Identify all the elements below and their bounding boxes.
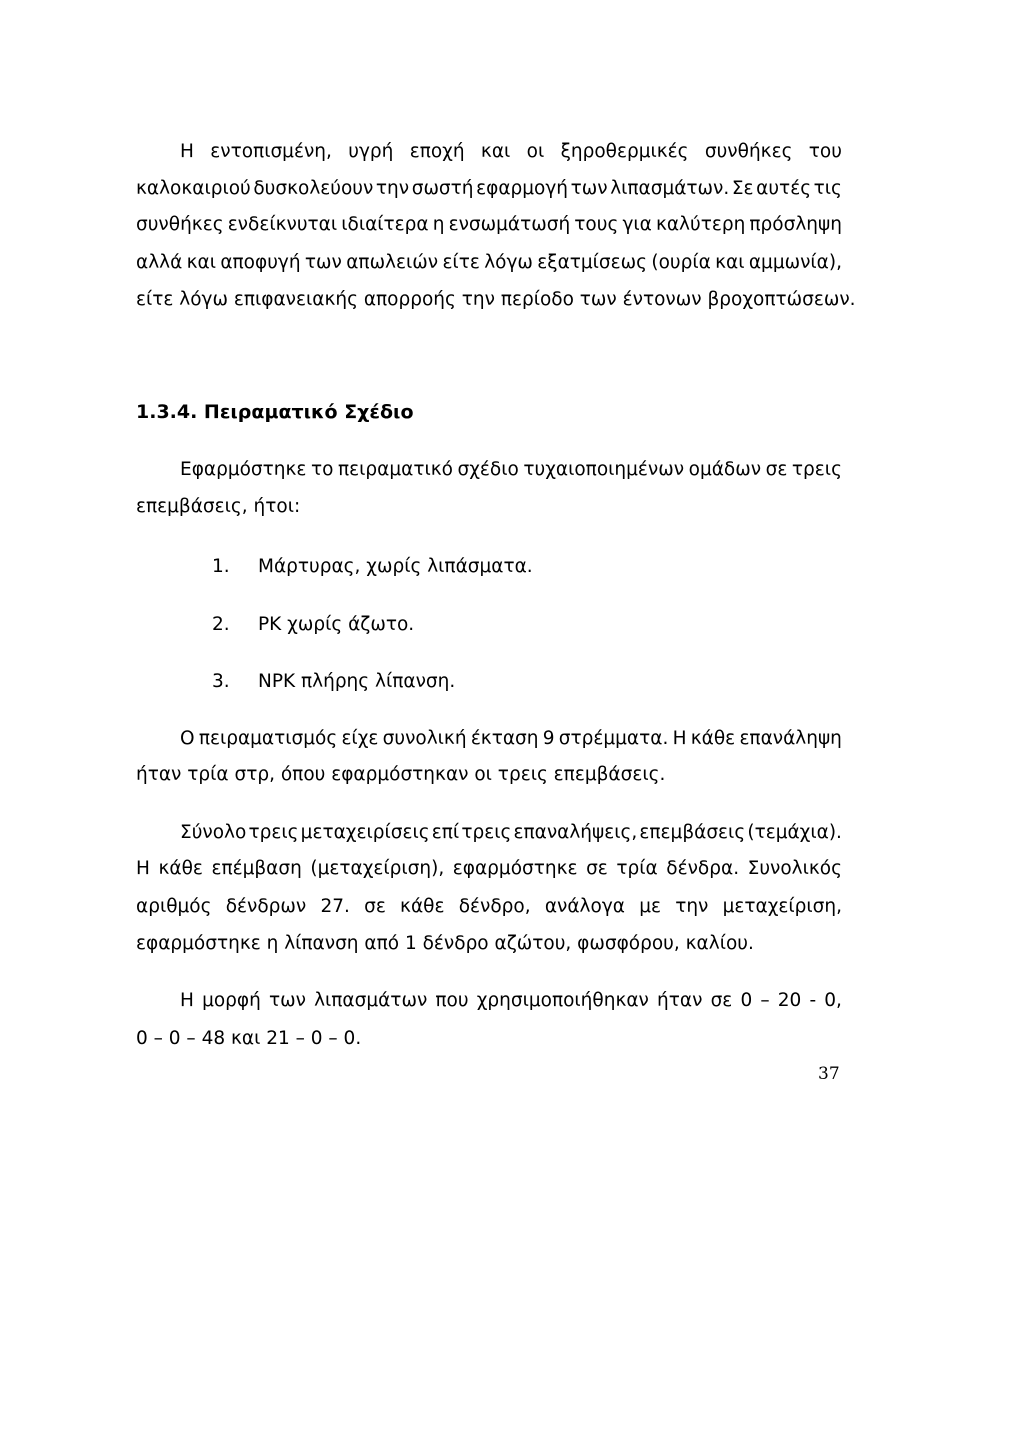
word: εφαρμόστηκε — [452, 858, 578, 879]
word: που — [435, 990, 469, 1011]
word: εφαρμογή — [476, 178, 569, 199]
word: επέμβαση — [211, 858, 302, 879]
word: 0, — [824, 990, 842, 1011]
paragraph-3-line-3 — [136, 894, 842, 920]
word: εποχή — [409, 141, 465, 162]
word: πρόσληψη — [749, 214, 842, 235]
word: ομάδων — [688, 459, 762, 480]
paragraph-3-line-1 — [180, 820, 842, 846]
list-item — [212, 612, 1024, 638]
word: Η — [180, 141, 194, 162]
intro-line-1 — [180, 457, 842, 483]
word: τρία — [616, 858, 658, 879]
word: (ουρία — [651, 252, 711, 273]
word: Συνολικός — [747, 858, 842, 879]
word: απωλειών — [346, 252, 439, 273]
word: ενδείκνυται — [227, 214, 338, 235]
word: τις — [813, 178, 842, 199]
paragraph-2-line-2: ήταν τρία στρ, όπου εφαρμόστηκαν οι τρεις επεμβάσεις. — [136, 764, 666, 785]
word: επί — [431, 822, 460, 843]
word: καλοκαιριού — [136, 178, 251, 199]
paragraph-1-line-1 — [180, 139, 842, 165]
word: λιπασμάτων — [314, 990, 428, 1011]
word: με — [639, 896, 661, 917]
word: τυχαιοποιημένων — [523, 459, 685, 480]
word: μορφή — [202, 990, 261, 1011]
word: δένδρων — [225, 896, 307, 917]
section-heading: 1.3.4. Πειραματικό Σχέδιο — [136, 401, 414, 423]
word: ξηροθερμικές — [560, 141, 689, 162]
paragraph-1-line-5: είτε λόγω επιφανειακής απορροής την περίοδο των έντονων βροχοπτώσεων. — [136, 289, 856, 310]
list-item — [212, 554, 1024, 580]
word: λιπασμάτων. — [610, 178, 730, 199]
word: η — [432, 214, 445, 235]
word: 0 — [740, 990, 753, 1011]
word: κάθε — [158, 858, 203, 879]
word: σε — [586, 858, 608, 879]
word: - — [809, 990, 817, 1011]
word: 20 — [777, 990, 802, 1011]
paragraph-1-line-3 — [136, 212, 842, 238]
word: ενσωμάτωσή — [448, 214, 571, 235]
word: και — [480, 141, 511, 162]
word: χρησιμοποιήθηκαν — [476, 990, 649, 1011]
word: το — [310, 459, 334, 480]
word: και — [715, 252, 745, 273]
word: των — [304, 252, 342, 273]
word: για — [622, 214, 652, 235]
word: σε — [710, 990, 733, 1011]
paragraph-3-line-4: εφαρμόστηκε η λίπανση από 1 δένδρο αζώτου, φωσφόρου, καλίου. — [136, 933, 754, 954]
word: αποφυγή — [220, 252, 301, 273]
word: ανάλογα — [544, 896, 625, 917]
word: των — [268, 990, 306, 1011]
word: συνθήκες — [136, 214, 224, 235]
list-item-text: PK χωρίς άζωτο. — [258, 614, 415, 635]
list-item-number: 1. — [212, 556, 230, 577]
word: δυσκολεύουν — [253, 178, 374, 199]
word: υγρή — [348, 141, 394, 162]
word: συνολική — [382, 728, 467, 749]
paragraph-2-line-1 — [180, 726, 842, 752]
word: τρεις — [461, 822, 512, 843]
word: του — [808, 141, 842, 162]
paragraph-4-line-1 — [180, 988, 842, 1014]
word: επανάληψη — [739, 728, 842, 749]
word: 9 — [542, 728, 555, 749]
word: Εφαρμόστηκε — [180, 459, 307, 480]
word: συνθήκες — [704, 141, 793, 162]
list-item-number: 3. — [212, 671, 230, 692]
word: καλύτερη — [655, 214, 746, 235]
word: αμμωνία), — [748, 252, 842, 273]
word: τους — [574, 214, 619, 235]
word: – — [760, 990, 770, 1011]
word: Η — [180, 990, 194, 1011]
word: των — [570, 178, 608, 199]
word: σε — [364, 896, 386, 917]
word: λόγω — [484, 252, 533, 273]
word: και — [186, 252, 216, 273]
word: σχέδιο — [457, 459, 519, 480]
paragraph-1-line-2 — [136, 176, 842, 202]
word: τρεις — [248, 822, 299, 843]
word: 27. — [320, 896, 350, 917]
word: σωστή — [411, 178, 474, 199]
word: κάθε — [400, 896, 445, 917]
word: οι — [526, 141, 545, 162]
word: (τεμάχια). — [747, 822, 842, 843]
list-item-text: NPK πλήρης λίπανση. — [258, 671, 456, 692]
word: σε — [765, 459, 788, 480]
word: είχε — [341, 728, 379, 749]
list-item-number: 2. — [212, 614, 230, 635]
word: αυτές — [756, 178, 812, 199]
word: τρεις — [791, 459, 842, 480]
word: κάθε — [690, 728, 736, 749]
word: μεταχειρίσεις — [300, 822, 430, 843]
word: ιδιαίτερα — [341, 214, 429, 235]
word: μεταχείριση, — [722, 896, 842, 917]
word: την — [375, 178, 410, 199]
word: την — [675, 896, 709, 917]
word: έκταση — [470, 728, 539, 749]
word: Σύνολο — [180, 822, 247, 843]
page-number: 37 — [818, 1064, 840, 1084]
paragraph-3-line-2 — [136, 856, 842, 882]
intro-line-2: επεμβάσεις, ήτοι: — [136, 496, 301, 517]
list-item — [212, 669, 1024, 695]
word: δένδρα. — [666, 858, 740, 879]
word: πειραματισμός — [198, 728, 338, 749]
word: εντοπισμένη, — [210, 141, 332, 162]
word: στρέμματα. — [558, 728, 669, 749]
word: Η — [672, 728, 687, 749]
paragraph-1-line-4 — [136, 250, 842, 276]
word: αριθμός — [136, 896, 212, 917]
paragraph-4-line-2: 0 – 0 – 48 και 21 – 0 – 0. — [136, 1028, 362, 1049]
word: Η — [136, 858, 150, 879]
word: επαναλήψεις, — [513, 822, 638, 843]
word: ήταν — [657, 990, 703, 1011]
word: Σε — [731, 178, 754, 199]
word: (μεταχείριση), — [310, 858, 445, 879]
list-item-text: Μάρτυρας, χωρίς λιπάσματα. — [258, 556, 533, 577]
word: πειραματικό — [338, 459, 453, 480]
word: δένδρο, — [458, 896, 531, 917]
word: αλλά — [136, 252, 183, 273]
word: Ο — [180, 728, 195, 749]
word: εξατμίσεως — [537, 252, 648, 273]
word: είτε — [442, 252, 480, 273]
word: επεμβάσεις — [639, 822, 746, 843]
